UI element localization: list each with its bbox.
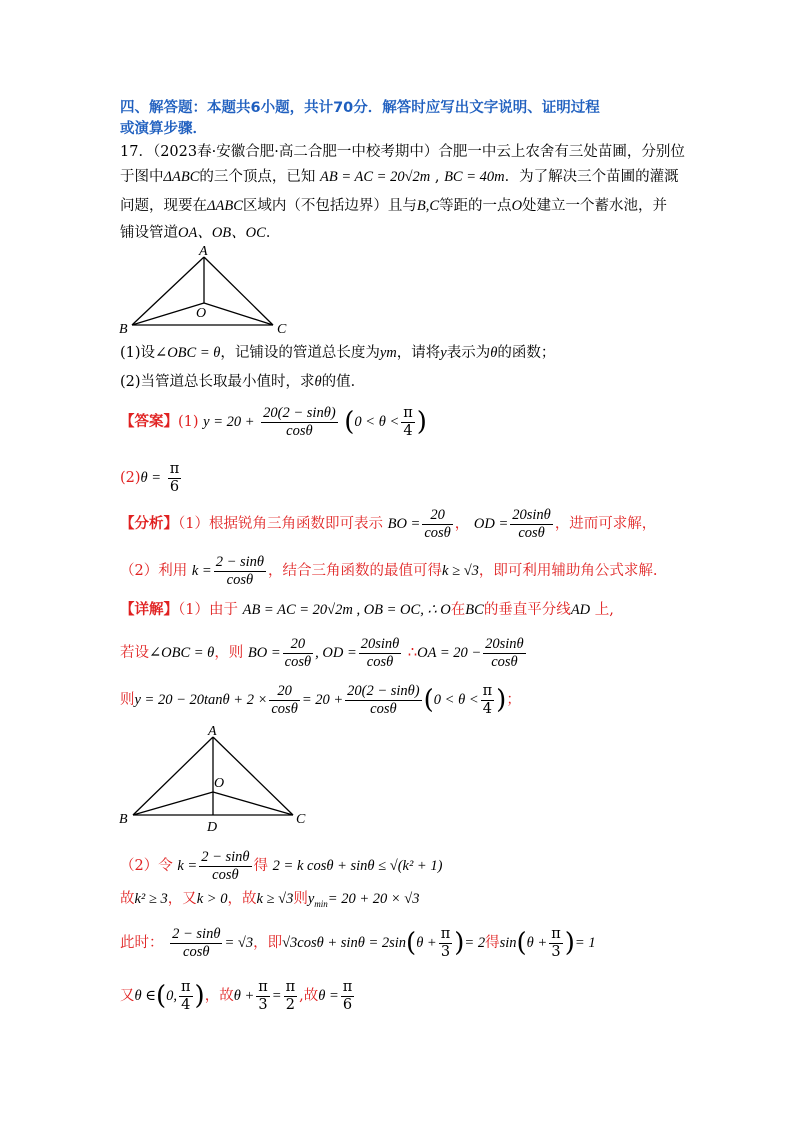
question-1: (1)设∠OBC = θ，记铺设的管道总长度为ym，请将y表示为θ的函数； <box>120 345 556 361</box>
vertex-label-b: B <box>119 322 128 337</box>
answer-part-1: 【答案】(1) y = 20 + $\frac{20(2 - \sin\theta)}{\cos\theta}$ (0 < θ < $\frac{\pi}{4}$ ) <box>120 404 427 439</box>
point-label-o-2: O <box>214 776 225 791</box>
answer-part-2: (2)θ = $\frac{\pi}{6}$ <box>120 460 180 495</box>
triangle-figure-2 <box>115 725 315 837</box>
vertex-label-b-2: B <box>119 812 128 827</box>
detail-line-2: 若设∠OBC = θ，则 BO = $\frac{20}{\cos\theta}$ , OD = $\frac{20\sin\theta}{\cos\theta}$ ∴OA = 20 − $\frac{20\sin\theta}{\cos\theta}$ <box>120 635 524 670</box>
vertex-label-c: C <box>277 322 287 337</box>
detail-part2-line-2: 故k² ≥ 3，又k > 0，故k ≥ √3则$y_{min}= 20 + 20 \times √3$ <box>120 891 420 909</box>
section-header: 四、解答题：本题共6小题，共计70分．解答时应写出文字说明、证明过程 <box>120 100 600 116</box>
vertex-label-c-2: C <box>296 812 306 827</box>
problem-line-4: 铺设管道OA、OB、OC． <box>120 225 281 241</box>
answer-fraction: $\frac{20(2 - \sin\theta)}{\cos\theta}$ <box>263 404 336 439</box>
analysis-line-2: （2）利用 k = $\frac{2 - \sin\theta}{\cos\theta}$ ，结合三角函数的最值可得k ≥ √3，即可利用辅助角公式求解. <box>120 553 658 588</box>
detail-line-3: 则y = 20 − 20tanθ + 2 × $\frac{20}{\cos\theta}$ = 20 + $\frac{20(2 - \sin\theta)}{\cos\theta}$ (0 < θ < $\frac{\pi}{4}$ )； <box>120 682 521 717</box>
problem-line-3: 问题，现要在ΔABC区域内（不包括边界）且与B,C等距的一点O处建立一个蓄水池，并 <box>120 198 668 214</box>
detail-part2-line-4: 又θ ∈(0, $\frac{\pi}{4}$ )，故θ + $\frac{\pi}{3}$ = $\frac{\pi}{2}$ ,故θ = $\frac{\pi}{6}$ <box>120 978 353 1013</box>
detail-line-1: 【详解】（1）由于 AB = AC = 20√2m , OB = OC, ∴ O在BC的垂直平分线AD 上, <box>120 601 614 618</box>
problem-line-1: 17．（2023春·安徽合肥·高二合肥一中校考期中）合肥一中云上农舍有三处苗圃，分别位 <box>120 144 685 160</box>
vertex-label-a-2: A <box>208 725 217 739</box>
vertex-label-a: A <box>199 245 208 259</box>
detail-part2-line-3: 此时： $\frac{2 - \sin\theta}{\cos\theta}$ = √3，即√3cosθ + sinθ = 2sin(θ + $\frac{\pi}{3}$ )= 2得sin(θ + $\frac{\pi}{3}$ )= 1 <box>120 925 596 960</box>
point-label-o: O <box>196 306 207 321</box>
section-header-cont: 或演算步骤． <box>120 121 207 137</box>
detail-part2-line-1: （2）令 k = $\frac{2 - \sin\theta}{\cos\theta}$ 得 2 = k cosθ + sinθ ≤ √(k² + 1) <box>120 848 443 883</box>
point-label-d: D <box>207 820 218 835</box>
triangle-figure-1 <box>115 245 300 337</box>
question-2: (2)当管道总长取最小值时，求θ的值． <box>120 374 366 390</box>
analysis-line-1: 【分析】（1）根据锐角三角函数即可表示 BO = $\frac{20}{\cos\theta}$ ， OD = $\frac{20\sin\theta}{\cos\theta}$ ，进而可求解， <box>120 506 657 541</box>
problem-line-2: 于图中ΔABC的三个顶点，已知 AB = AC = 20√2m , BC = 40m．为了解决三个苗圃的灌溉 <box>120 169 679 185</box>
